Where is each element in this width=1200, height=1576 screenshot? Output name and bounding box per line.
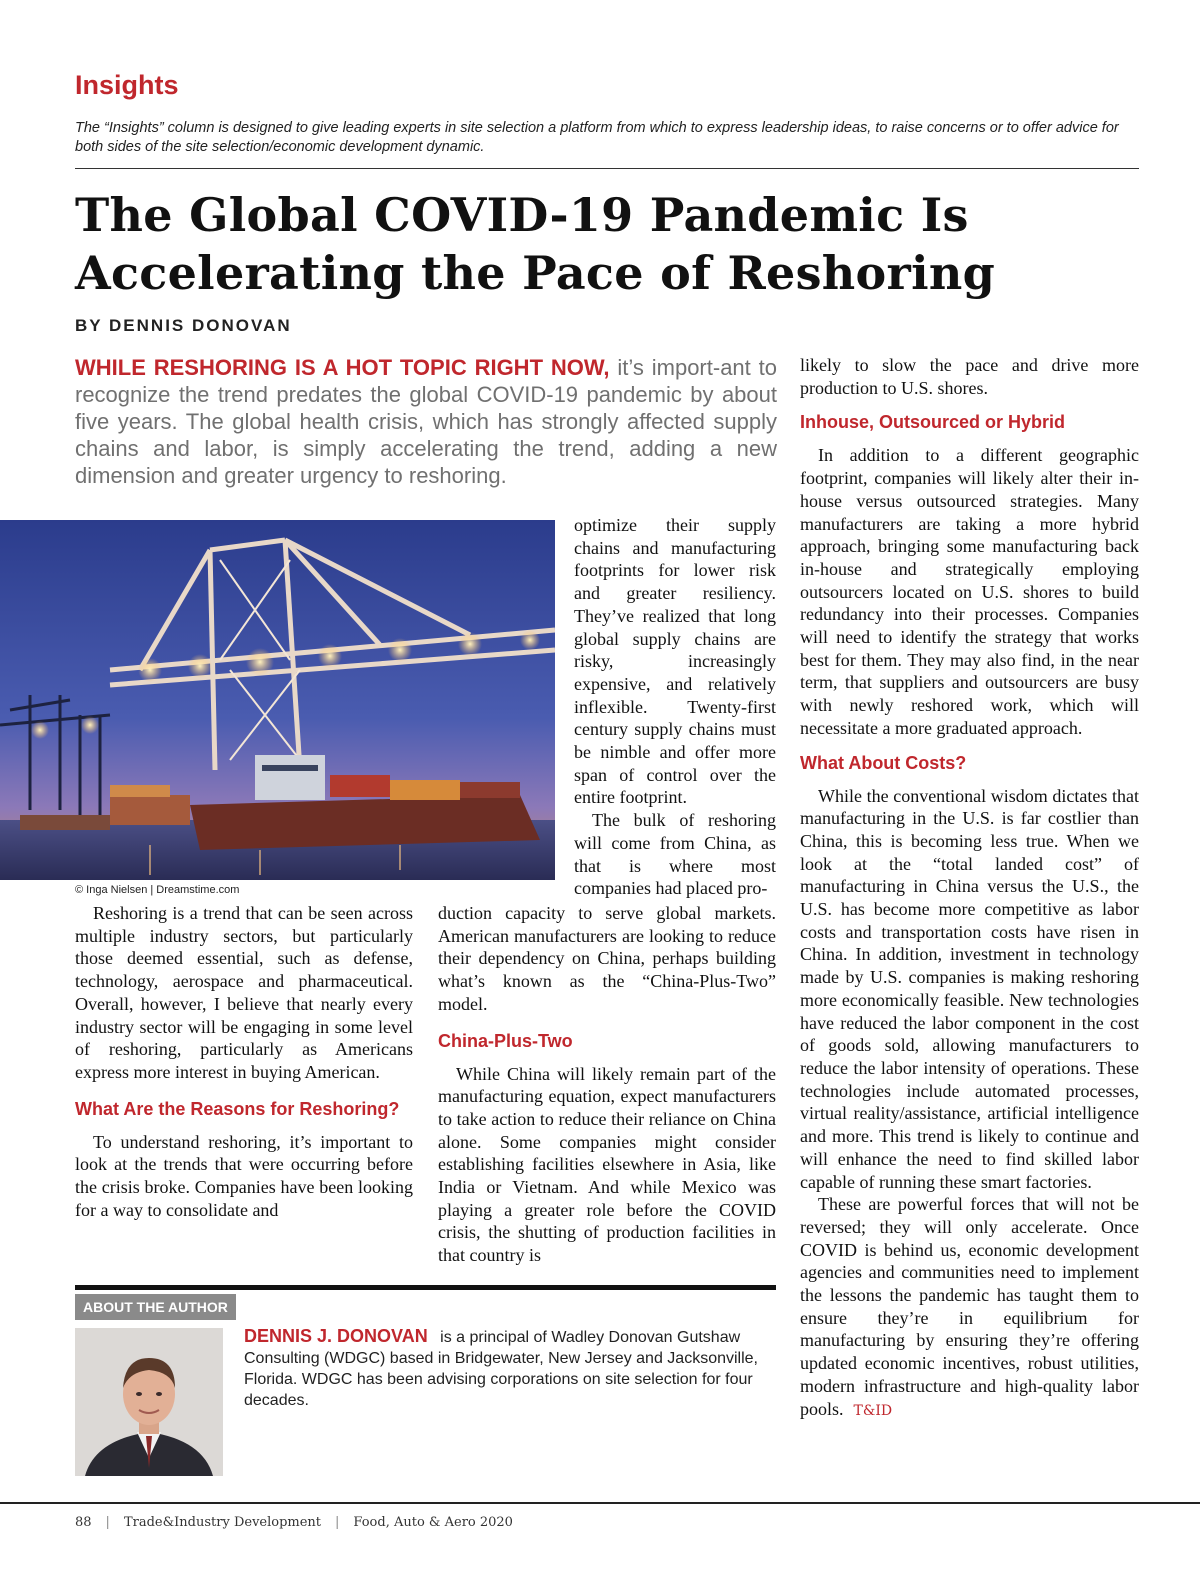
subhead-china-plus-two: China-Plus-Two xyxy=(438,1030,573,1051)
publication-name: Trade&Industry Development xyxy=(123,1515,322,1530)
header-divider xyxy=(75,168,1139,169)
author-name: DENNIS J. DONOVAN xyxy=(244,1326,428,1346)
paragraph: Reshoring is a trend that can be seen across multiple industry sectors, but particularly those deemed essential, such as defense, technology, aerospace and pharmaceutical. Overall, however, I believe that nearly every industry sector will be engaging in some level of reshoring, particularly as Americans express more interest in buying American. xyxy=(75,903,413,1082)
subhead-inhouse: Inhouse, Outsourced or Hybrid xyxy=(800,412,1066,433)
page-number: 88 xyxy=(75,1515,92,1530)
footer-divider xyxy=(0,1502,1200,1504)
left-column xyxy=(75,902,413,1221)
author-description: is a principal of Wadley Donovan Gutshaw Consulting (WDGC) based in Bridgewater, New Jersey and Jacksonville, Florida. WDGC has been advising corporations on site selection for four decades. xyxy=(244,1329,758,1409)
paragraph: optimize their supply chains and manufacturing footprints for lower risk and greater resiliency. They’ve realized that long global supply chains are risky, increasingly expensive, and relatively inflexible. Twenty-first century supply chains must be nimble and offer more span of control over the entire footprint. xyxy=(574,515,776,808)
port-photo xyxy=(0,520,555,880)
lead-paragraph xyxy=(75,354,777,489)
paragraph-text: These are powerful forces that will not be reversed; they will only accelerate. Once COVID is behind us, economic development agencies and communities need to implement the lessons the pandemic has taught them to ensure they’re in equilibrium for manufacturing by ensuring they’re offering updated economic incentives, robust utilities, modern infrastructure and high-quality labor pools. xyxy=(800,1194,1139,1419)
title-line-1: The Global COVID-19 Pandemic Is xyxy=(75,188,969,242)
subhead-reasons: What Are the Reasons for Reshoring? xyxy=(75,1098,400,1119)
page-footer: 88 | Trade&Industry Development | Food, Auto & Aero 2020 xyxy=(75,1515,513,1530)
paragraph: The bulk of reshoring will come from China, as that is where most companies had placed pro- xyxy=(574,810,776,899)
port-illustration xyxy=(0,520,555,880)
byline: BY DENNIS DONOVAN xyxy=(75,316,292,335)
paragraph: To understand reshoring, it’s important to look at the trends that were occurring before the crisis broke. Companies have been looking for a way to consolidate and xyxy=(75,1131,413,1220)
paragraph: In addition to a different geographic footprint, companies will likely alter their in-house versus outsourced strategies. Many manufacturers are taking a more hybrid approach, bringing some manufacturing back in-house and strategically employing outsourcers located on U.S. shores to build redundancy into their processes. Companies will need to identify the strategy that works best for them. They may also find, in the near term, that suppliers and outsourcers are busy with newly reshored work, which will necessitate a more graduated approach. xyxy=(800,445,1139,738)
paragraph: duction capacity to serve global markets. American manufacturers are looking to reduce their dependency on China, perhaps building what’s known as the “China-Plus-Two” model. xyxy=(438,903,776,1014)
section-label: Insights xyxy=(75,70,179,100)
right-column xyxy=(800,354,1139,1422)
author-bio xyxy=(244,1326,774,1411)
lead-text: it’s import-ant to recognize the trend predates the global COVID-19 pandemic by about five years. The global health crisis, which has strongly affected supply chains and labor, is simply accelerating the trend, adding a new dimension and greater urgency to reshoring. xyxy=(75,355,777,488)
article-title xyxy=(75,186,1075,302)
about-author-tag: ABOUT THE AUTHOR xyxy=(75,1294,236,1320)
author-photo xyxy=(75,1328,223,1476)
author-portrait xyxy=(75,1328,223,1476)
lead-kicker: WHILE RESHORING IS A HOT TOPIC RIGHT NOW, xyxy=(75,355,610,380)
middle-column xyxy=(438,902,776,1267)
middle-column-top xyxy=(574,514,776,900)
paragraph xyxy=(800,1193,1139,1422)
ship-bridge xyxy=(255,755,325,800)
author-divider xyxy=(75,1285,776,1290)
section-description: The “Insights” column is designed to give leading experts in site selection a platform from which to express leadership ideas, to raise concerns or to offer advice for both sides of the site selection/economic development dynamic. xyxy=(75,120,1119,155)
end-mark: T&ID xyxy=(853,1402,893,1419)
paragraph: likely to slow the pace and drive more production to U.S. shores. xyxy=(800,355,1139,398)
photo-credit: © Inga Nielsen | Dreamstime.com xyxy=(75,884,240,896)
issue-name: Food, Auto & Aero 2020 xyxy=(353,1515,513,1530)
paragraph: While China will likely remain part of the manufacturing equation, expect manufacturers to take action to reduce their reliance on China alone. Some companies might consider establishing facilities elsewhere in Asia, like India or Vietnam. And while Mexico was playing a greater role before the COVID crisis, the shutting of production facilities in that country is xyxy=(438,1063,776,1266)
subhead-costs: What About Costs? xyxy=(800,752,967,773)
paragraph: While the conventional wisdom dictates that manufacturing in the U.S. is far costlier than China, this is becoming less true. When we look at the “total landed cost” of manufacturing in China versus the U.S., the U.S. has become more competitive as labor costs and transportation costs have risen in China. In addition, investment in technology made by U.S. companies is making reshoring more economically feasible. New technologies have reduced the labor component in the cost of goods sold, allowing manufacturers to reduce the labor intensity of operations. These technologies include automated processes, virtual reality/assistance, artificial intelligence and more. This trend is likely to continue and will enhance the need to find skilled labor capable of running these smart factories. xyxy=(800,785,1139,1192)
title-line-2: Accelerating the Pace of Reshoring xyxy=(75,246,996,300)
